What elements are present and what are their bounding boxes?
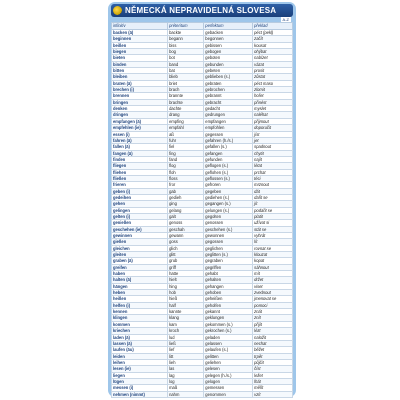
verb-perfect: geblieben (s.) — [204, 74, 253, 80]
verb-perfect: gefahren (h./s.) — [204, 137, 253, 143]
verb-preterite: hing — [168, 283, 204, 289]
verb-translation: lézt — [253, 328, 293, 334]
verb-perfect: geflohen (s.) — [204, 169, 253, 175]
verb-preterite: klang — [168, 315, 204, 321]
verb-preterite: maß — [168, 385, 204, 391]
verb-translation: ležet — [253, 372, 293, 378]
verb-perfect: gehangen — [204, 283, 253, 289]
verb-infinitive: geben (i) — [112, 188, 168, 194]
verb-translation: platit — [253, 213, 293, 219]
verb-translation: mrznout — [253, 182, 293, 188]
verb-preterite: empfing — [168, 118, 204, 124]
verb-translation: viset — [253, 283, 293, 289]
verb-perfect: gebrochen — [204, 87, 253, 93]
verb-preterite: log — [168, 378, 204, 384]
verb-translation: jmenovat se — [253, 296, 293, 302]
verb-infinitive: frieren — [112, 182, 168, 188]
verb-preterite: gelang — [168, 207, 204, 213]
verb-infinitive: hängen — [112, 283, 168, 289]
verb-translation: vyhrát — [253, 233, 293, 239]
verb-preterite: geschah — [168, 226, 204, 232]
verb-perfect: geheißen — [204, 296, 253, 302]
verb-infinitive: gießen — [112, 239, 168, 245]
verb-perfect: gemessen — [204, 385, 253, 391]
verb-infinitive: bleiben — [112, 74, 168, 80]
verb-perfect: gelogen — [204, 378, 253, 384]
verb-translation: jíst — [253, 131, 293, 137]
verb-translation: nechat — [253, 340, 293, 346]
verb-infinitive: kennen — [112, 309, 168, 315]
verb-infinitive: gelten (i) — [112, 213, 168, 219]
verb-translation: zůstat — [253, 74, 293, 80]
verb-infinitive: laden (ä) — [112, 334, 168, 340]
verb-perfect: gebissen — [204, 42, 253, 48]
verb-preterite: bat — [168, 68, 204, 74]
verb-preterite: genoss — [168, 220, 204, 226]
verb-preterite: griff — [168, 264, 204, 270]
verb-infinitive: brennen — [112, 93, 168, 99]
verb-translation: trpět — [253, 353, 293, 359]
verb-perfect: genommen — [204, 391, 253, 397]
verb-infinitive: beißen — [112, 42, 168, 48]
verb-perfect: gebacken — [204, 30, 253, 36]
verb-preterite: hielt — [168, 277, 204, 283]
verb-preterite: biss — [168, 42, 204, 48]
verb-preterite: ließ — [168, 340, 204, 346]
verb-preterite: goss — [168, 239, 204, 245]
verb-infinitive: geschehen (ie) — [112, 226, 168, 232]
title-bar — [111, 4, 293, 17]
verb-preterite: kroch — [168, 328, 204, 334]
verb-translation: najít — [253, 156, 293, 162]
verb-infinitive: lesen (ie) — [112, 366, 168, 372]
verb-infinitive: beginnen — [112, 36, 168, 42]
verb-infinitive: bringen — [112, 99, 168, 105]
verb-translation: vzít — [253, 391, 293, 397]
card-subtitle: A-Z — [282, 17, 289, 22]
verb-infinitive: haben — [112, 271, 168, 277]
verb-perfect: gefallen (s.) — [204, 144, 253, 150]
verb-infinitive: lassen (ä) — [112, 340, 168, 346]
verb-perfect: gekrochen (s.) — [204, 328, 253, 334]
verb-preterite: kam — [168, 321, 204, 327]
verb-translation: znít — [253, 315, 293, 321]
verb-infinitive: brechen (i) — [112, 87, 168, 93]
verb-perfect: gedacht — [204, 106, 253, 112]
verb-infinitive: heißen — [112, 296, 168, 302]
verb-preterite: bog — [168, 49, 204, 55]
verb-preterite: fror — [168, 182, 204, 188]
header-infinitive: infinitiv — [112, 23, 168, 30]
verb-preterite: brach — [168, 87, 204, 93]
verb-translation: znát — [253, 309, 293, 315]
verb-translation: hořet — [253, 93, 293, 99]
card-title: NĚMECKÁ NEPRAVIDELNÁ SLOVESA — [125, 6, 277, 15]
verb-infinitive: fließen — [112, 175, 168, 181]
verb-preterite: brannte — [168, 93, 204, 99]
verb-preterite: galt — [168, 213, 204, 219]
verb-translation: sáhnout — [253, 264, 293, 270]
verb-preterite: aß — [168, 131, 204, 137]
verb-perfect: geglitten (s.) — [204, 252, 253, 258]
verb-translation: přijít — [253, 321, 293, 327]
verb-preterite: band — [168, 61, 204, 67]
verb-infinitive: biegen — [112, 49, 168, 55]
verb-perfect: geflossen (s.) — [204, 175, 253, 181]
verb-infinitive: binden — [112, 61, 168, 67]
verb-preterite: kannte — [168, 309, 204, 315]
verb-translation: stát se — [253, 226, 293, 232]
verb-preterite: drang — [168, 112, 204, 118]
verb-preterite: dachte — [168, 106, 204, 112]
verb-translation: péct (pekl) — [253, 30, 293, 36]
verb-preterite: gab — [168, 188, 204, 194]
verb-infinitive: leihen — [112, 359, 168, 365]
verb-translation: zvednout — [253, 290, 293, 296]
verb-preterite: lud — [168, 334, 204, 340]
verb-translation: péct maso — [253, 80, 293, 86]
verb-infinitive: laufen (äu) — [112, 347, 168, 353]
verb-preterite: empfahl — [168, 125, 204, 131]
verb-translation: spadnout — [253, 144, 293, 150]
verb-infinitive: kommen — [112, 321, 168, 327]
verb-translation: mít — [253, 271, 293, 277]
verb-perfect: gewonnen — [204, 233, 253, 239]
verb-translation: chytit — [253, 150, 293, 156]
verb-perfect: geholfen — [204, 302, 253, 308]
verb-preterite: backte — [168, 30, 204, 36]
verb-preterite: flog — [168, 163, 204, 169]
verb-perfect: gebogen — [204, 49, 253, 55]
verb-translation: rovnat se — [253, 245, 293, 251]
verb-perfect: gegangen (s.) — [204, 201, 253, 207]
verb-perfect: gebeten — [204, 68, 253, 74]
verb-infinitive: backen (ä) — [112, 30, 168, 36]
verb-perfect: empfohlen — [204, 125, 253, 131]
verb-table — [111, 22, 293, 398]
verb-translation: užívat si — [253, 220, 293, 226]
verb-preterite: glitt — [168, 252, 204, 258]
verb-infinitive: gelingen — [112, 207, 168, 213]
verb-infinitive: liegen — [112, 372, 168, 378]
verb-preterite: lieh — [168, 359, 204, 365]
verb-preterite: lief — [168, 347, 204, 353]
verb-translation: podařit se — [253, 207, 293, 213]
verb-preterite: hob — [168, 290, 204, 296]
verb-translation: létat — [253, 163, 293, 169]
verb-perfect: gelesen — [204, 366, 253, 372]
verb-infinitive: gleichen — [112, 245, 168, 251]
verb-perfect: gelassen — [204, 340, 253, 346]
verb-infinitive: heben — [112, 290, 168, 296]
verb-perfect: gelungen (s.) — [204, 207, 253, 213]
verb-translation: jet — [253, 137, 293, 143]
verb-translation: doporučit — [253, 125, 293, 131]
verb-infinitive: bitten — [112, 68, 168, 74]
verb-preterite: floh — [168, 169, 204, 175]
verb-preterite: hieß — [168, 296, 204, 302]
verb-translation: zlomit — [253, 87, 293, 93]
verb-preterite: lag — [168, 372, 204, 378]
verb-preterite: las — [168, 366, 204, 372]
verb-perfect: gegraben — [204, 258, 253, 264]
verb-preterite: ging — [168, 201, 204, 207]
verb-translation: ohýbat — [253, 49, 293, 55]
verb-infinitive: fallen (ä) — [112, 144, 168, 150]
verb-preterite: begann — [168, 36, 204, 42]
verb-translation: klouzat — [253, 252, 293, 258]
verb-infinitive: empfehlen (ie) — [112, 125, 168, 131]
verb-table-body — [112, 30, 293, 398]
verb-preterite: litt — [168, 353, 204, 359]
verb-translation: lít — [253, 239, 293, 245]
verb-infinitive: fliehen — [112, 169, 168, 175]
verb-infinitive: genießen — [112, 220, 168, 226]
verb-preterite: fand — [168, 156, 204, 162]
verb-infinitive: finden — [112, 156, 168, 162]
verb-perfect: gefangen — [204, 150, 253, 156]
verb-perfect: genossen — [204, 220, 253, 226]
verb-preterite: floss — [168, 175, 204, 181]
verb-preterite: fing — [168, 150, 204, 156]
verb-preterite: blieb — [168, 74, 204, 80]
verb-perfect: geschehen (s.) — [204, 226, 253, 232]
verb-perfect: gehabt — [204, 271, 253, 277]
verb-preterite: gewann — [168, 233, 204, 239]
verb-infinitive: empfangen (ä) — [112, 118, 168, 124]
verb-translation: lhát — [253, 378, 293, 384]
verb-infinitive: fliegen — [112, 163, 168, 169]
header-translation: překlad — [253, 23, 293, 30]
verb-perfect: gegeben — [204, 188, 253, 194]
verb-preterite: gedieh — [168, 194, 204, 200]
verb-translation: nabízet — [253, 55, 293, 61]
verb-preterite: brachte — [168, 99, 204, 105]
verb-perfect: geglichen — [204, 245, 253, 251]
verb-perfect: gehoben — [204, 290, 253, 296]
verb-infinitive: braten (ä) — [112, 80, 168, 86]
verb-translation: začít — [253, 36, 293, 42]
verb-translation: naložit — [253, 334, 293, 340]
verb-perfect: gefroren — [204, 182, 253, 188]
verb-perfect: gegolten — [204, 213, 253, 219]
header-preterite: préteritum — [168, 23, 204, 30]
verb-translation: měřit — [253, 385, 293, 391]
verb-perfect: gegossen — [204, 239, 253, 245]
verb-preterite: half — [168, 302, 204, 308]
verb-perfect: gekannt — [204, 309, 253, 315]
verb-translation: jít — [253, 201, 293, 207]
verb-translation: dařit se — [253, 194, 293, 200]
verb-perfect: geliehen — [204, 359, 253, 365]
verb-perfect: gelaufen (s.) — [204, 347, 253, 353]
verb-perfect: geklungen — [204, 315, 253, 321]
verb-translation: přijmout — [253, 118, 293, 124]
verb-preterite: briet — [168, 80, 204, 86]
verb-card — [108, 2, 296, 397]
verb-infinitive: gehen — [112, 201, 168, 207]
verb-translation: dát — [253, 188, 293, 194]
verb-perfect: geflogen (s.) — [204, 163, 253, 169]
verb-infinitive: greifen — [112, 264, 168, 270]
verb-preterite: bot — [168, 55, 204, 61]
verb-preterite: glich — [168, 245, 204, 251]
table-header-row — [112, 23, 293, 30]
verb-translation: přinést — [253, 99, 293, 105]
verb-translation: běžet — [253, 347, 293, 353]
verb-infinitive: fangen (ä) — [112, 150, 168, 156]
verb-infinitive: messen (i) — [112, 385, 168, 391]
verb-perfect: geladen — [204, 334, 253, 340]
verb-perfect: gelegen (h./s.) — [204, 372, 253, 378]
verb-infinitive: leiden — [112, 353, 168, 359]
verb-translation: půjčit — [253, 359, 293, 365]
verb-preterite: hatte — [168, 271, 204, 277]
verb-infinitive: gleiten — [112, 252, 168, 258]
verb-translation: prosit — [253, 68, 293, 74]
verb-perfect: gedrungen — [204, 112, 253, 118]
verb-infinitive: bieten — [112, 55, 168, 61]
verb-translation: držet — [253, 277, 293, 283]
verb-infinitive: gedeihen — [112, 194, 168, 200]
verb-perfect: gefunden — [204, 156, 253, 162]
verb-perfect: gehalten — [204, 277, 253, 283]
verb-infinitive: helfen (i) — [112, 302, 168, 308]
verb-perfect: gediehen (s.) — [204, 194, 253, 200]
verb-perfect: gebunden — [204, 61, 253, 67]
verb-perfect: gegessen — [204, 131, 253, 137]
verb-preterite: grub — [168, 258, 204, 264]
verb-translation: pomoci — [253, 302, 293, 308]
verb-infinitive: graben (ä) — [112, 258, 168, 264]
verb-perfect: empfangen — [204, 118, 253, 124]
german-flag-icon — [113, 6, 122, 15]
verb-infinitive: essen (i) — [112, 131, 168, 137]
verb-infinitive: nehmen (nimmt) — [112, 391, 168, 397]
verb-infinitive: kriechen — [112, 328, 168, 334]
header-perfect: perfektum — [204, 23, 253, 30]
verb-perfect: gegriffen — [204, 264, 253, 270]
verb-perfect: gelitten — [204, 353, 253, 359]
verb-perfect: gekommen (s.) — [204, 321, 253, 327]
verb-preterite: fuhr — [168, 137, 204, 143]
verb-translation: vázat — [253, 61, 293, 67]
verb-perfect: geboten — [204, 55, 253, 61]
verb-translation: téci — [253, 175, 293, 181]
verb-translation: kopat — [253, 258, 293, 264]
verb-infinitive: dringen — [112, 112, 168, 118]
verb-infinitive: denken — [112, 106, 168, 112]
verb-infinitive: lügen — [112, 378, 168, 384]
verb-preterite: nahm — [168, 391, 204, 397]
verb-preterite: fiel — [168, 144, 204, 150]
verb-infinitive: klingen — [112, 315, 168, 321]
verb-translation: prchat — [253, 169, 293, 175]
verb-translation: naléhat — [253, 112, 293, 118]
table-row — [112, 391, 293, 397]
verb-perfect: begonnen — [204, 36, 253, 42]
verb-translation: myslet — [253, 106, 293, 112]
verb-infinitive: halten (ä) — [112, 277, 168, 283]
verb-infinitive: fahren (ä) — [112, 137, 168, 143]
verb-translation: číst — [253, 366, 293, 372]
verb-infinitive: gewinnen — [112, 233, 168, 239]
verb-perfect: gebracht — [204, 99, 253, 105]
verb-translation: kousat — [253, 42, 293, 48]
verb-perfect: gebrannt — [204, 93, 253, 99]
verb-perfect: gebraten — [204, 80, 253, 86]
